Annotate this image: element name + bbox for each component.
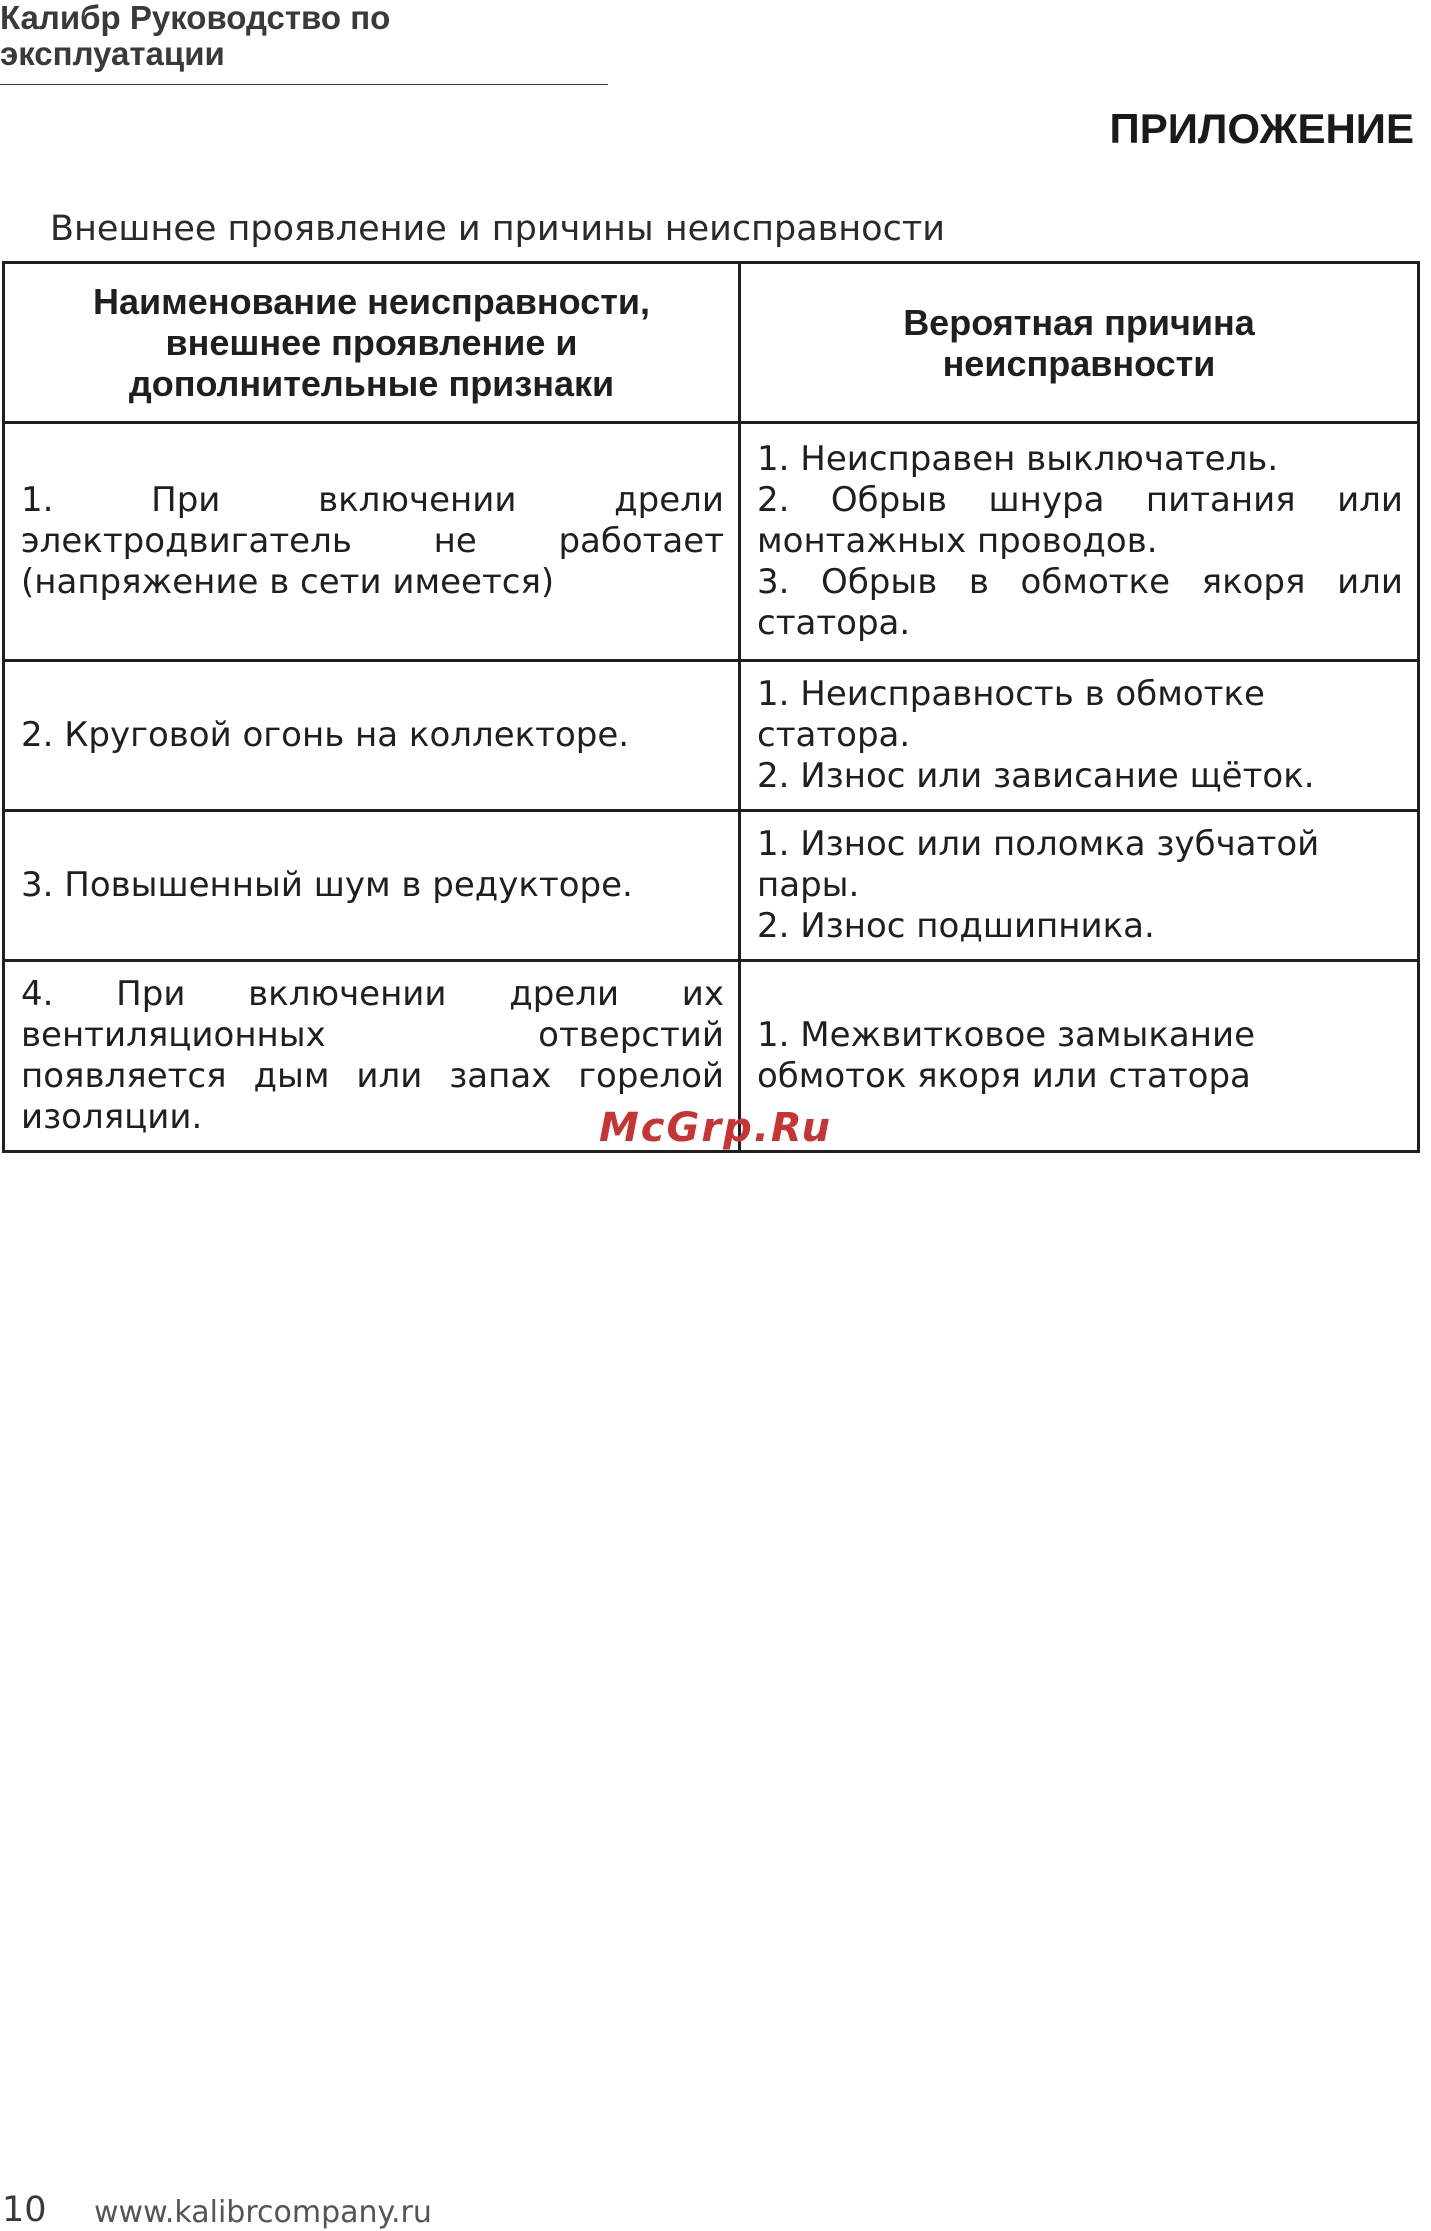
symptom-cell: 3. Повышенный шум в редукторе. (4, 811, 740, 961)
cause-item: 1. Износ или поломка зубчатой пары. (757, 824, 1320, 905)
table-row (4, 661, 1419, 811)
running-header: Калибр Руководство по эксплуатации (0, 0, 608, 85)
symptom-cell: 2. Круговой огонь на коллекторе. (4, 661, 740, 811)
section-title: ПРИЛОЖЕНИЕ (1109, 105, 1414, 152)
fault-table (2, 261, 1420, 1153)
cause-item: 2. Обрыв шнура питания или монтажных проводов. (757, 480, 1403, 561)
table-caption: Внешнее проявление и причины неисправности (50, 209, 945, 249)
table-row (4, 811, 1419, 961)
cause-cell (740, 811, 1419, 961)
watermark-text: McGrp.Ru (599, 1105, 832, 1151)
symptom-cell: 4. При включении дрели их вентиляционных отверстий появляется дым или запах горелой изоляции. (4, 961, 740, 1152)
table-row (4, 423, 1419, 661)
footer-url: www.kalibrcompany.ru (94, 2195, 432, 2230)
cause-item: 2. Износ подшипника. (757, 906, 1155, 946)
cause-item: 1. Неисправность в обмотке статора. (757, 674, 1265, 755)
symptom-cell: 1. При включении дрели электродвигатель не работает (напряжение в сети имеется) (4, 423, 740, 661)
cause-cell (740, 661, 1419, 811)
page-number: 10 (2, 2190, 47, 2230)
cause-item: 1. Неисправен выключатель. (757, 439, 1279, 479)
table-header-row (4, 263, 1419, 423)
cause-cell (740, 423, 1419, 661)
column-header-cause: Вероятная причина неисправности (740, 263, 1419, 423)
column-header-symptom: Наименование неисправности, внешнее проявление и дополнительные признаки (4, 263, 740, 423)
cause-item: 3. Обрыв в обмотке якоря или статора. (757, 562, 1403, 643)
cause-item: 2. Износ или зависание щёток. (757, 756, 1315, 796)
cause-item: 1. Межвитковое замыкание обмоток якоря или статора (757, 1015, 1255, 1096)
